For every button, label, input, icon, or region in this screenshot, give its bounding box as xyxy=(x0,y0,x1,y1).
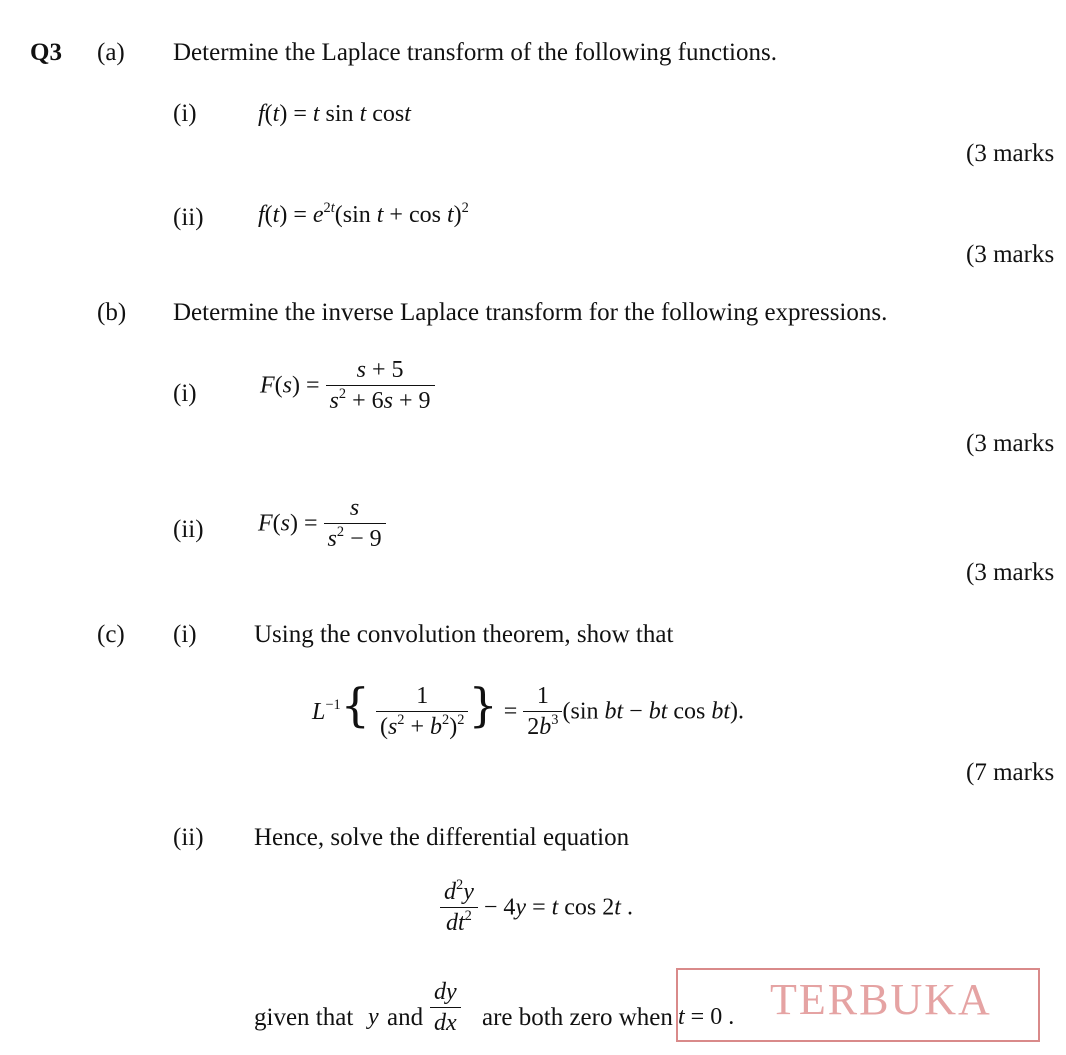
equation-c-i: $L^{-1}${ $\frac{1}{(s^2 + b^2)^2}$ } = $\frac{1}{2b^3}$ (sin bt − bt cos bt). xyxy=(312,678,745,740)
marks-b-ii: (3 marks xyxy=(966,559,1055,586)
equation-b-ii: F(s) = $\frac{s}{s^2 - 9}$ xyxy=(258,496,386,551)
part-c-ii-instruction: Hence, solve the differential equation xyxy=(254,824,630,851)
marks-a-ii: (3 marks xyxy=(966,241,1055,268)
equation-a-ii: $f(t) = e^{2t}(\sin$ t + cos t)$^2$ xyxy=(258,199,469,228)
part-a-i-label: (i) xyxy=(173,100,197,127)
part-c-ii-label: (ii) xyxy=(173,824,204,851)
given-suffix: are both zero when xyxy=(482,1004,673,1031)
part-a-instruction: Determine the Laplace transform of the following functions. xyxy=(173,39,777,66)
question-number: Q3 xyxy=(30,39,62,66)
condition-t-zero: t = 0 . xyxy=(678,1004,735,1030)
part-b-ii-label: (ii) xyxy=(173,516,204,543)
part-c-label: (c) xyxy=(97,621,125,648)
given-and: and xyxy=(387,1004,424,1031)
part-a-ii-label: (ii) xyxy=(173,204,204,231)
derivative-dy-dx: $\frac{dy}{dx}$ xyxy=(430,980,461,1035)
stamp-text: TERBUKA xyxy=(770,975,992,1024)
part-b-label: (b) xyxy=(97,299,127,326)
part-b-instruction: Determine the inverse Laplace transform for the following expressions. xyxy=(173,299,888,326)
marks-a-i: (3 marks xyxy=(966,140,1055,167)
part-a-label: (a) xyxy=(97,39,125,66)
given-prefix: given that xyxy=(254,1004,354,1031)
part-b-i-label: (i) xyxy=(173,380,197,407)
marks-c-i: (7 marks xyxy=(966,759,1055,786)
differential-equation: $\frac{d^2y}{dt^2}$ − 4y = t cos 2t . xyxy=(440,880,633,935)
part-c-i-label: (i) xyxy=(173,621,197,648)
equation-b-i: F(s) = $\frac{s + 5}{s^2 + 6s + 9}$ xyxy=(260,358,435,413)
marks-b-i: (3 marks xyxy=(966,430,1055,457)
part-c-i-instruction: Using the convolution theorem, show that xyxy=(254,621,674,648)
equation-a-i: f(t) = t sin t cost xyxy=(258,101,411,127)
variable-y: y xyxy=(368,1004,379,1030)
